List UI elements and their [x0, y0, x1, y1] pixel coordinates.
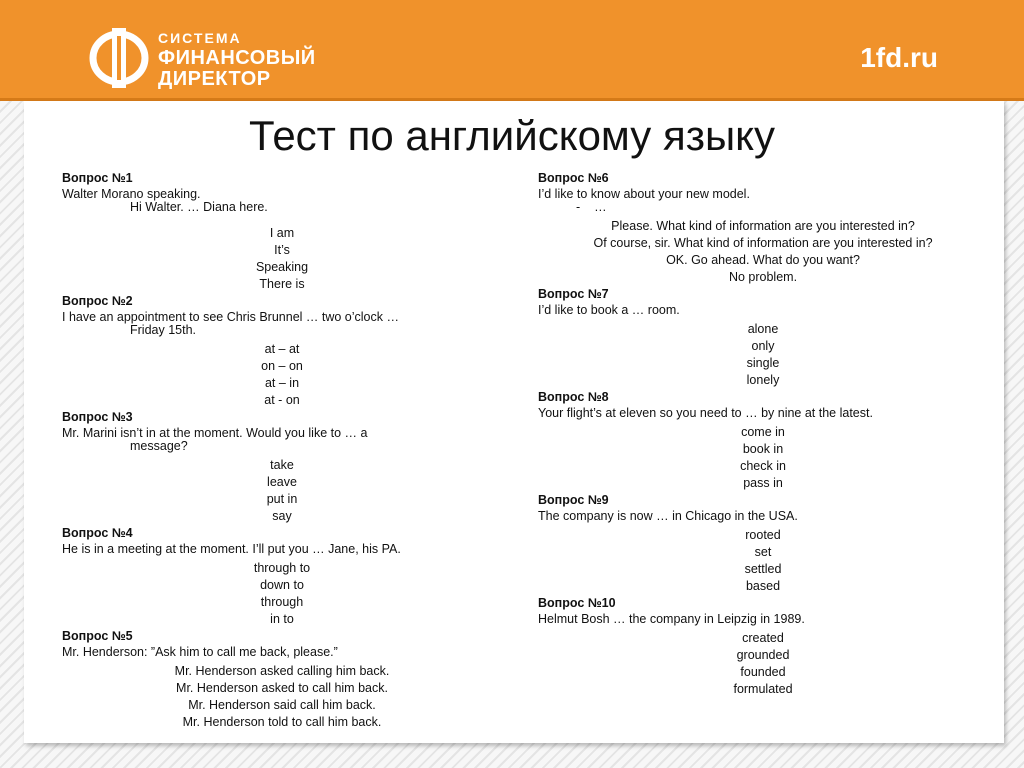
question-text: Helmut Bosh … the company in Leipzig in 1989. [538, 612, 805, 626]
answer-option: set [754, 545, 772, 559]
answer-option: lonely [746, 373, 780, 387]
answer-option: Mr. Henderson said call him back. [188, 698, 376, 712]
question-text: I have an appointment to see Chris Brunnel … two o’clock … [62, 310, 399, 324]
answer-option: down to [260, 578, 304, 592]
question-5 [62, 628, 502, 731]
question-10 [538, 595, 988, 698]
question-title: Вопрос №7 [538, 287, 609, 301]
answer-option: Of course, sir. What kind of information are you interested in? [593, 236, 933, 250]
question-title: Вопрос №1 [62, 171, 133, 185]
ellipsis-mark: … [594, 200, 607, 214]
answer-option: founded [740, 665, 786, 679]
answer-option: at – in [264, 376, 300, 390]
answer-option: alone [747, 322, 779, 336]
logo-line-1: СИСТЕМА [158, 30, 242, 46]
question-text: Walter Morano speaking. [62, 187, 201, 201]
question-4 [62, 525, 502, 628]
answer-option: It’s [274, 243, 290, 257]
question-title: Вопрос №2 [62, 294, 133, 308]
answer-option: in to [270, 612, 294, 626]
answer-option: Mr. Henderson asked calling him back. [174, 664, 390, 678]
answer-option: through [260, 595, 304, 609]
question-title: Вопрос №8 [538, 390, 609, 404]
question-2 [62, 293, 502, 409]
page-title: Тест по английскому языку [249, 112, 775, 159]
answer-option: Speaking [255, 260, 309, 274]
question-6 [538, 170, 988, 286]
logo-line-2: ФИНАНСОВЫЙ [158, 47, 316, 69]
question-text: He is in a meeting at the moment. I’ll put you … Jane, his PA. [62, 542, 401, 556]
logo-phi-icon [88, 28, 150, 88]
answer-option: at - on [264, 393, 300, 407]
answer-option: single [746, 356, 780, 370]
site-url: 1fd.ru [860, 42, 938, 73]
answer-option: grounded [736, 648, 790, 662]
question-text: The company is now … in Chicago in the USA. [538, 509, 798, 523]
question-8 [538, 389, 988, 492]
answer-option: at – at [264, 342, 300, 356]
answer-option: Please. What kind of information are you interested in? [611, 219, 915, 233]
answer-option: Mr. Henderson asked to call him back. [176, 681, 388, 695]
logo-text [158, 31, 316, 89]
right-column [538, 170, 988, 698]
answer-option: There is [259, 277, 305, 291]
answer-option: No problem. [728, 270, 798, 284]
question-1 [62, 170, 502, 293]
answer-option: based [745, 579, 781, 593]
question-text: Mr. Marini isn’t in at the moment. Would you like to … a [62, 426, 368, 440]
answer-option: I am [269, 226, 295, 240]
answer-option: created [742, 631, 784, 645]
left-column [62, 170, 502, 731]
answer-option: come in [741, 425, 785, 439]
question-7 [538, 286, 988, 389]
answer-option: pass in [743, 476, 783, 490]
question-text: Your flight’s at eleven so you need to … by nine at the latest. [538, 406, 873, 420]
answer-option: formulated [733, 682, 793, 696]
logo [88, 28, 318, 88]
question-title: Вопрос №4 [62, 526, 133, 540]
answer-option: Mr. Henderson told to call him back. [182, 715, 382, 729]
answer-option: put in [266, 492, 298, 506]
answer-option: rooted [745, 528, 781, 542]
answer-option: OK. Go ahead. What do you want? [666, 253, 860, 267]
question-text-continued: message? [130, 439, 188, 453]
answer-option: settled [744, 562, 782, 576]
answer-option: leave [267, 475, 297, 489]
answer-option: only [751, 339, 775, 353]
question-text: Mr. Henderson: ”Ask him to call me back, please.” [62, 645, 338, 659]
question-9 [538, 492, 988, 595]
question-title: Вопрос №6 [538, 171, 609, 185]
answer-option: say [272, 509, 292, 523]
question-text: I’d like to book a … room. [538, 303, 680, 317]
question-title: Вопрос №5 [62, 629, 133, 643]
question-3 [62, 409, 502, 525]
answer-option: through to [253, 561, 311, 575]
question-title: Вопрос №9 [538, 493, 609, 507]
answer-option: check in [740, 459, 786, 473]
answer-option: take [270, 458, 294, 472]
dash-mark: - [576, 200, 581, 214]
dialogue-dash [538, 201, 988, 214]
question-text-continued: Friday 15th. [130, 323, 197, 337]
header-bar [0, 0, 1024, 101]
answer-option: on – on [261, 359, 303, 373]
answer-option: book in [742, 442, 784, 456]
question-text: I’d like to know about your new model. [538, 187, 750, 201]
question-title: Вопрос №10 [538, 596, 616, 610]
question-title: Вопрос №3 [62, 410, 133, 424]
logo-line-3: ДИРЕКТОР [158, 68, 271, 90]
question-text-continued: Hi Walter. … Diana here. [130, 200, 268, 214]
